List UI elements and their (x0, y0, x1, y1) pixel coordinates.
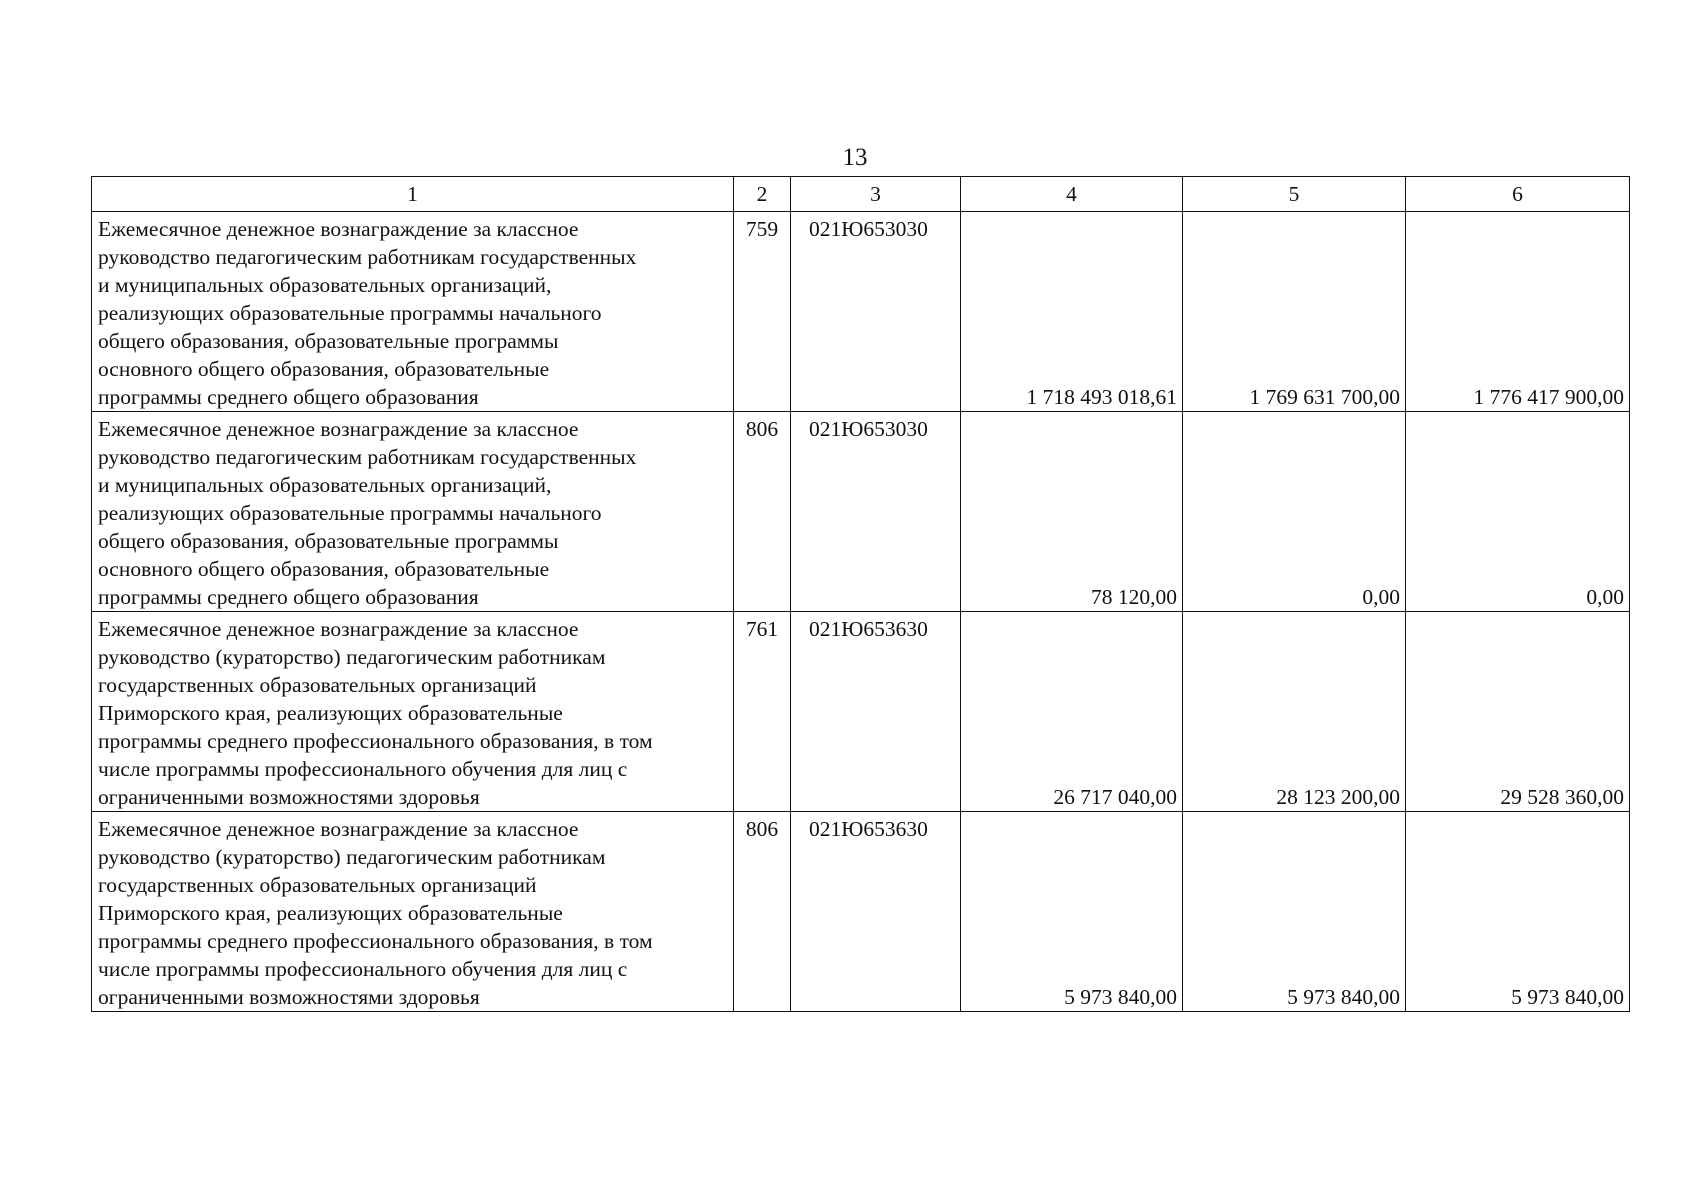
amount-year-1: 5 973 840,00 (961, 812, 1183, 1012)
ministry-code: 806 (734, 412, 791, 612)
amount-year-1: 78 120,00 (961, 412, 1183, 612)
expense-description: Ежемесячное денежное вознаграждение за классное руководство педагогическим работникам государственных и муниципальных образовательных организаций, реализующих образовательные программы начального общего образования, образовательные программы основного общего образования, образовательные программы среднего общего образования (92, 412, 734, 612)
column-number-header: 4 (961, 177, 1183, 212)
amount-year-2: 28 123 200,00 (1183, 612, 1406, 812)
amount-year-1: 26 717 040,00 (961, 612, 1183, 812)
expense-description: Ежемесячное денежное вознаграждение за классное руководство (кураторство) педагогическим работникам государственных образовательных организаций Приморского края, реализующих образовательные программы среднего профессионального образования, в том числе программы профессионального обучения для лиц с ограниченными возможностями здоровья (92, 812, 734, 1012)
ministry-code: 759 (734, 212, 791, 412)
amount-year-1: 1 718 493 018,61 (961, 212, 1183, 412)
column-number-header: 3 (791, 177, 961, 212)
ministry-code: 761 (734, 612, 791, 812)
column-number-header: 5 (1183, 177, 1406, 212)
page-number: 13 (842, 144, 868, 171)
amount-year-2: 5 973 840,00 (1183, 812, 1406, 1012)
amount-year-2: 1 769 631 700,00 (1183, 212, 1406, 412)
column-number-header: 1 (92, 177, 734, 212)
table-row (92, 212, 1630, 412)
expense-description: Ежемесячное денежное вознаграждение за классное руководство педагогическим работникам государственных и муниципальных образовательных организаций, реализующих образовательные программы начального общего образования, образовательные программы основного общего образования, образовательные программы среднего общего образования (92, 212, 734, 412)
budget-allocation-table (91, 176, 1630, 1012)
target-article-code: 021Ю653630 (791, 812, 961, 1012)
expense-description: Ежемесячное денежное вознаграждение за классное руководство (кураторство) педагогическим работникам государственных образовательных организаций Приморского края, реализующих образовательные программы среднего профессионального образования, в том числе программы профессионального обучения для лиц с ограниченными возможностями здоровья (92, 612, 734, 812)
table-row (92, 612, 1630, 812)
amount-year-2: 0,00 (1183, 412, 1406, 612)
table-header-row (92, 177, 1630, 212)
column-number-header: 2 (734, 177, 791, 212)
table-row (92, 812, 1630, 1012)
amount-year-3: 1 776 417 900,00 (1406, 212, 1630, 412)
amount-year-3: 29 528 360,00 (1406, 612, 1630, 812)
table-row (92, 412, 1630, 612)
target-article-code: 021Ю653030 (791, 212, 961, 412)
amount-year-3: 0,00 (1406, 412, 1630, 612)
ministry-code: 806 (734, 812, 791, 1012)
target-article-code: 021Ю653630 (791, 612, 961, 812)
target-article-code: 021Ю653030 (791, 412, 961, 612)
column-number-header: 6 (1406, 177, 1630, 212)
amount-year-3: 5 973 840,00 (1406, 812, 1630, 1012)
